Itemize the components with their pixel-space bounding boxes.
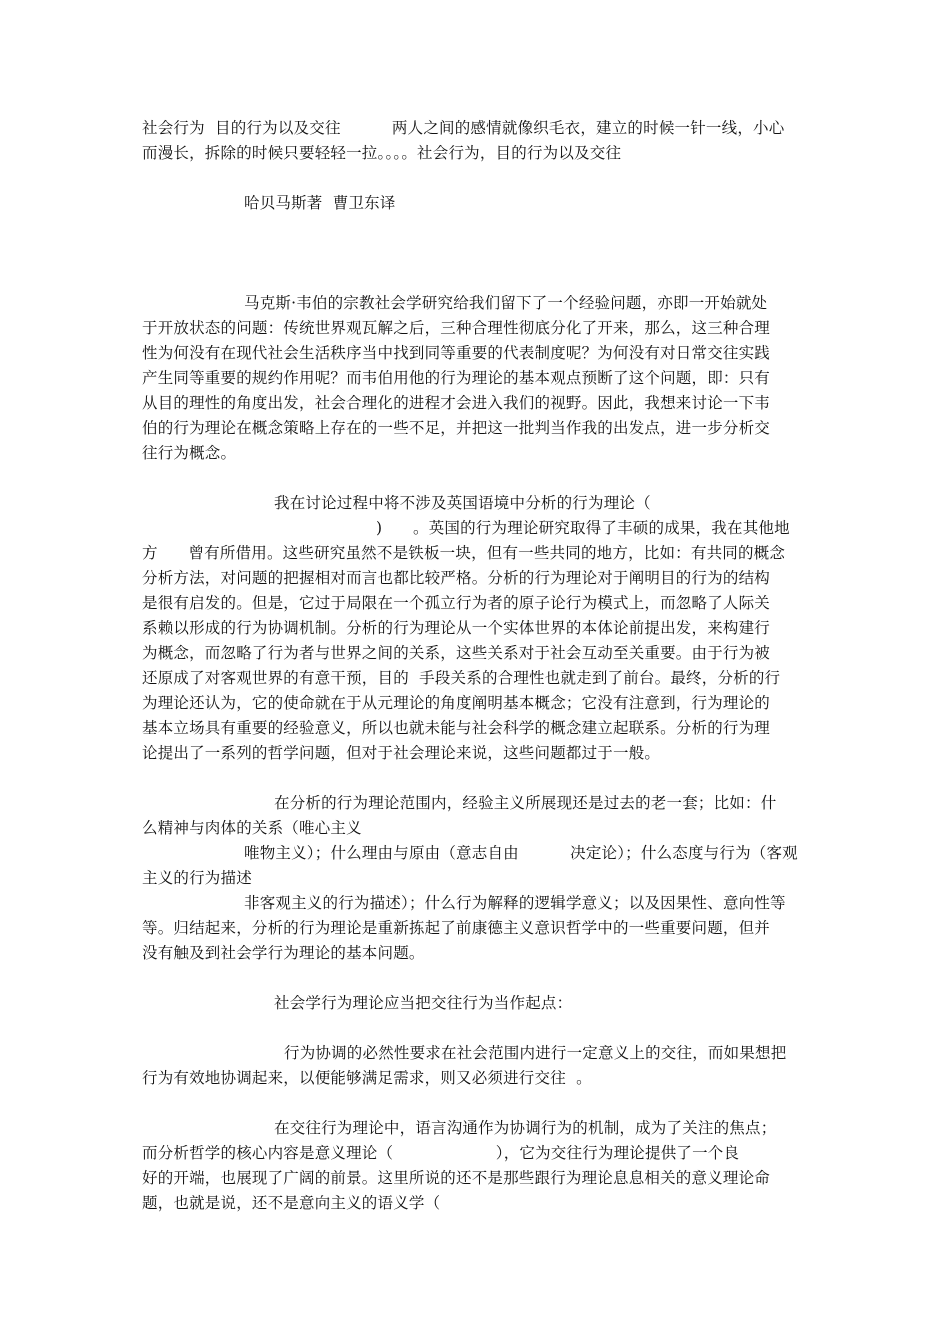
- paragraph-line: 在分析的行为理论范围内，经验主义所展现还是过去的老一套；比如：什: [274, 794, 777, 812]
- title-line-2: 而漫长，拆除的时候只要轻轻一拉。。。。社会行为，目的行为以及交往: [142, 144, 622, 162]
- author-translator: 哈贝马斯著 曹卫东译: [244, 194, 396, 212]
- paragraph-line: 论提出了一系列的哲学问题，但对于社会理论来说，这些问题都过于一般。: [142, 744, 661, 762]
- paragraph-line: 伯的行为理论在概念策略上存在的一些不足，并把这一批判当作我的出发点，进一步分析交: [142, 419, 771, 437]
- paragraph-line: 非客观主义的行为描述）；什么行为解释的逻辑学意义；以及因果性、意向性等: [244, 894, 786, 912]
- paragraph-line: 是很有启发的。但是，它过于局限在一个孤立行为者的原子论行为模式上，而忽略了人际关: [142, 594, 771, 612]
- title-line-1: 社会行为 目的行为以及交往 两人之间的感情就像织毛衣，建立的时候一针一线，小心: [142, 119, 785, 137]
- paragraph-line: 从目的理性的角度出发，社会合理化的进程才会进入我们的视野。因此，我想来讨论一下韦: [142, 394, 771, 412]
- paragraph-line: 基本立场具有重要的经验意义，所以也就未能与社会科学的概念建立起联系。分析的行为理: [142, 719, 771, 737]
- paragraph-line: 唯物主义）；什么理由与原由（意志自由 决定论）；什么态度与行为（客观: [244, 844, 798, 862]
- paragraph-line: 马克斯·韦伯的宗教社会学研究给我们留下了一个经验问题，亦即一开始就处: [244, 294, 768, 312]
- paragraph-line: 系赖以形成的行为协调机制。分析的行为理论从一个实体世界的本体论前提出发，来构建行: [142, 619, 771, 637]
- paragraph-line: 分析方法，对问题的把握相对而言也都比较严格。分析的行为理论对于阐明目的行为的结构: [142, 569, 771, 587]
- paragraph-line: 在交往行为理论中，语言沟通作为协调行为的机制，成为了关注的焦点；: [274, 1119, 777, 1137]
- paragraph-line: 主义的行为描述: [142, 869, 252, 887]
- paragraph-line: 还原成了对客观世界的有意干预，目的 手段关系的合理性也就走到了前台。最终，分析的行: [142, 669, 781, 687]
- paragraph-line: 性为何没有在现代社会生活秩序当中找到同等重要的代表制度呢？为何没有对日常交往实践: [142, 344, 771, 362]
- paragraph-line: 而分析哲学的核心内容是意义理论（ ），它为交往行为理论提供了一个良: [142, 1144, 740, 1162]
- paragraph-line: 好的开端，也展现了广阔的前景。这里所说的还不是那些跟行为理论息息相关的意义理论命: [142, 1169, 771, 1187]
- paragraph-line: 于开放状态的问题：传统世界观瓦解之后，三种合理性彻底分化了开来，那么，这三种合理: [142, 319, 771, 337]
- paragraph-line: 社会学行为理论应当把交往行为当作起点：: [274, 994, 573, 1012]
- paragraph-line: ) 。英国的行为理论研究取得了丰硕的成果，我在其他地: [376, 519, 790, 537]
- paragraph-line: 行为有效地协调起来，以便能够满足需求，则又必须进行交往 。: [142, 1069, 592, 1087]
- paragraph-line: 没有触及到社会学行为理论的基本问题。: [142, 944, 425, 962]
- paragraph-line: 往行为概念。: [142, 444, 237, 462]
- paragraph-line: 产生同等重要的规约作用呢？而韦伯用他的行为理论的基本观点预断了这个问题，即：只有: [142, 369, 771, 387]
- paragraph-line: 题，也就是说，还不是意向主义的语义学（: [142, 1194, 441, 1212]
- paragraph-line: 等。归结起来，分析的行为理论是重新拣起了前康德主义意识哲学中的一些重要问题，但并: [142, 919, 771, 937]
- paragraph-line: 我在讨论过程中将不涉及英国语境中分析的行为理论（: [274, 494, 651, 512]
- paragraph-line: 行为协调的必然性要求在社会范围内进行一定意义上的交往，而如果想把: [284, 1044, 787, 1062]
- paragraph-line: 为概念，而忽略了行为者与世界之间的关系，这些关系对于社会互动至关重要。由于行为被: [142, 644, 771, 662]
- paragraph-line: 为理论还认为，它的使命就在于从元理论的角度阐明基本概念；它没有注意到，行为理论的: [142, 694, 771, 712]
- paragraph-line: 么精神与肉体的关系（唯心主义: [142, 819, 362, 837]
- paragraph-line: 方 曾有所借用。这些研究虽然不是铁板一块，但有一些共同的地方，比如：有共同的概念: [142, 544, 786, 562]
